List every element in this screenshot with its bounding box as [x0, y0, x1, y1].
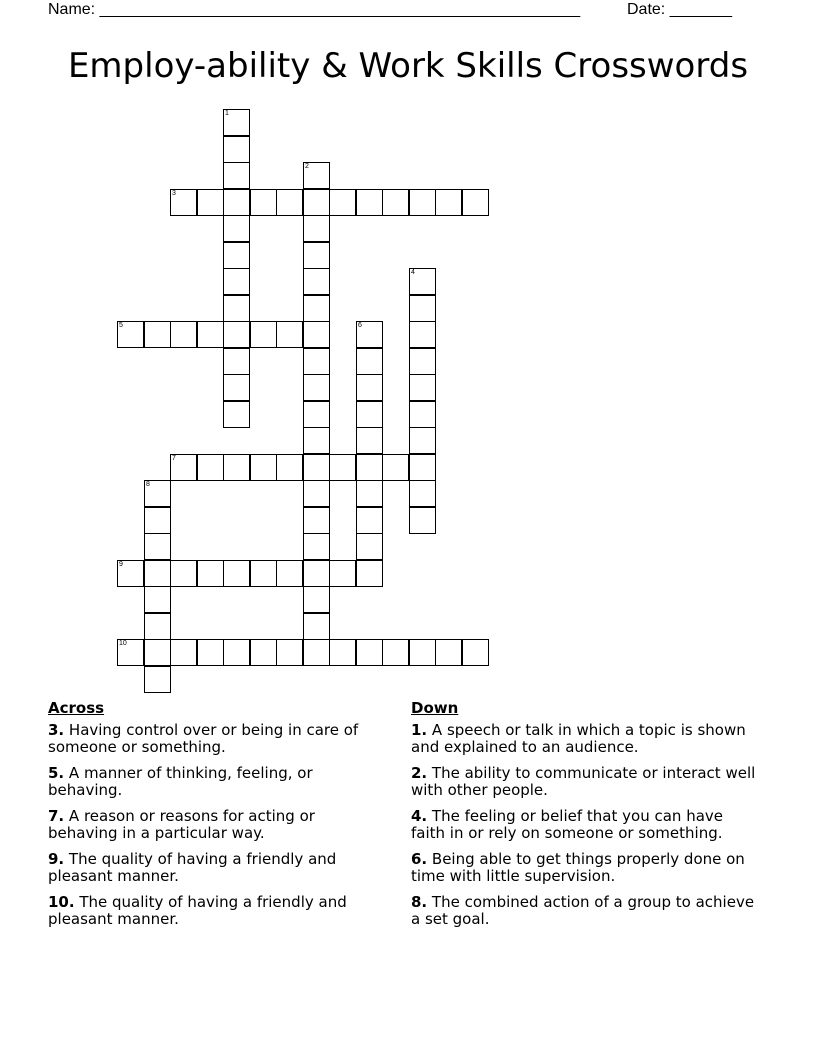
clue-number: 4.	[411, 807, 428, 825]
grid-cell[interactable]	[303, 215, 330, 242]
grid-cell[interactable]	[223, 348, 250, 375]
grid-cell[interactable]	[223, 136, 250, 163]
clue-text: The combined action of a group to achieve a set goal.	[411, 893, 755, 928]
grid-cell[interactable]	[409, 348, 436, 375]
grid-cell[interactable]	[223, 215, 250, 242]
grid-cell[interactable]	[382, 454, 409, 481]
grid-cell[interactable]	[197, 189, 224, 216]
grid-cell[interactable]	[329, 639, 356, 666]
grid-cell[interactable]	[117, 639, 144, 666]
cell-number: 6	[358, 322, 362, 329]
grid-cell[interactable]	[303, 321, 330, 348]
grid-cell[interactable]	[223, 374, 250, 401]
grid-cell[interactable]	[356, 639, 383, 666]
grid-cell[interactable]	[170, 189, 197, 216]
grid-cell[interactable]	[170, 560, 197, 587]
cell-number: 3	[172, 190, 176, 197]
across-clue	[48, 722, 388, 756]
down-clue	[411, 808, 756, 842]
grid-cell[interactable]	[409, 401, 436, 428]
grid-cell[interactable]	[303, 401, 330, 428]
grid-cell[interactable]	[250, 189, 277, 216]
grid-cell[interactable]	[329, 454, 356, 481]
clue-number: 8.	[411, 893, 428, 911]
clue-text: The ability to communicate or interact well with other people.	[411, 764, 756, 799]
clue-number: 7.	[48, 807, 65, 825]
grid-cell[interactable]	[409, 321, 436, 348]
page-title: Employ-ability & Work Skills Crosswords	[67, 46, 749, 86]
grid-cell[interactable]	[303, 480, 330, 507]
grid-cell[interactable]	[356, 480, 383, 507]
grid-cell[interactable]	[197, 560, 224, 587]
across-heading: Across	[48, 699, 105, 717]
grid-cell[interactable]	[223, 295, 250, 322]
date-field: Date: _______	[627, 1, 732, 18]
clue-number: 10.	[48, 893, 75, 911]
grid-cell[interactable]	[303, 348, 330, 375]
clue-text: The quality of having a friendly and pleasant manner.	[48, 850, 337, 885]
cell-number: 7	[172, 455, 176, 462]
clue-number: 9.	[48, 850, 65, 868]
clue-text: Being able to get things properly done on time with little supervision.	[411, 850, 745, 885]
grid-cell[interactable]	[356, 507, 383, 534]
grid-cell[interactable]	[356, 427, 383, 454]
grid-cell[interactable]	[170, 321, 197, 348]
grid-cell[interactable]	[435, 639, 462, 666]
grid-cell[interactable]	[117, 560, 144, 587]
grid-cell[interactable]	[409, 639, 436, 666]
grid-cell[interactable]	[170, 454, 197, 481]
grid-cell[interactable]	[462, 189, 489, 216]
grid-cell[interactable]	[223, 189, 250, 216]
grid-cell[interactable]	[117, 321, 144, 348]
clue-number: 1.	[411, 721, 428, 739]
down-heading: Down	[411, 699, 459, 717]
cell-number: 4	[411, 269, 415, 276]
grid-cell[interactable]	[303, 560, 330, 587]
grid-cell[interactable]	[409, 295, 436, 322]
grid-cell[interactable]	[250, 321, 277, 348]
grid-cell[interactable]	[409, 427, 436, 454]
grid-cell[interactable]	[303, 639, 330, 666]
across-clues	[48, 700, 388, 937]
down-clues	[411, 700, 756, 937]
grid-cell[interactable]	[197, 639, 224, 666]
grid-cell[interactable]	[276, 560, 303, 587]
grid-cell[interactable]	[144, 480, 171, 507]
grid-cell[interactable]	[356, 454, 383, 481]
cell-number: 9	[119, 561, 123, 568]
grid-cell[interactable]	[409, 454, 436, 481]
grid-cell[interactable]	[329, 189, 356, 216]
grid-cell[interactable]	[356, 560, 383, 587]
clue-text: Having control over or being in care of someone or something.	[48, 721, 359, 756]
grid-cell[interactable]	[303, 586, 330, 613]
grid-cell[interactable]	[356, 533, 383, 560]
grid-cell[interactable]	[223, 162, 250, 189]
grid-cell[interactable]	[303, 162, 330, 189]
clue-text: The quality of having a friendly and pleasant manner.	[48, 893, 347, 928]
cell-number: 2	[305, 163, 309, 170]
grid-cell[interactable]	[223, 560, 250, 587]
cell-number: 5	[119, 322, 123, 329]
grid-cell[interactable]	[303, 189, 330, 216]
cell-number: 1	[225, 110, 229, 117]
grid-cell[interactable]	[250, 454, 277, 481]
clue-number: 6.	[411, 850, 428, 868]
clue-text: The feeling or belief that you can have faith in or rely on someone or something.	[411, 807, 723, 842]
grid-cell[interactable]	[144, 533, 171, 560]
grid-cell[interactable]	[250, 560, 277, 587]
grid-cell[interactable]	[144, 560, 171, 587]
across-clue	[48, 808, 388, 842]
grid-cell[interactable]	[303, 242, 330, 269]
grid-cell[interactable]	[303, 507, 330, 534]
grid-cell[interactable]	[435, 189, 462, 216]
grid-cell[interactable]	[223, 242, 250, 269]
grid-cell[interactable]	[303, 374, 330, 401]
clue-number: 3.	[48, 721, 65, 739]
grid-cell[interactable]	[409, 268, 436, 295]
clue-number: 2.	[411, 764, 428, 782]
grid-cell[interactable]	[144, 613, 171, 640]
down-clue	[411, 765, 756, 799]
grid-cell[interactable]	[250, 639, 277, 666]
across-clue	[48, 894, 388, 928]
cell-number: 8	[146, 481, 150, 488]
grid-cell[interactable]	[144, 321, 171, 348]
grid-cell[interactable]	[144, 507, 171, 534]
clue-text: A manner of thinking, feeling, or behaving.	[48, 764, 313, 799]
grid-cell[interactable]	[356, 321, 383, 348]
down-clue	[411, 722, 756, 756]
grid-cell[interactable]	[356, 374, 383, 401]
grid-cell[interactable]	[409, 480, 436, 507]
grid-cell[interactable]	[356, 401, 383, 428]
grid-cell[interactable]	[223, 268, 250, 295]
grid-cell[interactable]	[409, 189, 436, 216]
across-clue	[48, 851, 388, 885]
down-clue	[411, 851, 756, 885]
grid-cell[interactable]	[382, 639, 409, 666]
grid-cell[interactable]	[223, 109, 250, 136]
grid-cell[interactable]	[409, 374, 436, 401]
grid-cell[interactable]	[356, 348, 383, 375]
grid-cell[interactable]	[276, 454, 303, 481]
grid-cell[interactable]	[382, 189, 409, 216]
cell-number: 10	[119, 640, 127, 647]
grid-cell[interactable]	[144, 666, 171, 693]
grid-cell[interactable]	[303, 454, 330, 481]
grid-cell[interactable]	[303, 533, 330, 560]
grid-cell[interactable]	[170, 639, 197, 666]
grid-cell[interactable]	[223, 454, 250, 481]
grid-cell[interactable]	[409, 507, 436, 534]
grid-cell[interactable]	[276, 321, 303, 348]
grid-cell[interactable]	[303, 613, 330, 640]
grid-cell[interactable]	[197, 454, 224, 481]
down-clue	[411, 894, 756, 928]
across-clue	[48, 765, 388, 799]
name-field: Name: ______________________________________________________	[48, 1, 581, 18]
grid-cell[interactable]	[223, 401, 250, 428]
grid-cell[interactable]	[276, 639, 303, 666]
clue-text: A reason or reasons for acting or behaving in a particular way.	[48, 807, 315, 842]
grid-cell[interactable]	[329, 560, 356, 587]
grid-cell[interactable]	[144, 639, 171, 666]
grid-cell[interactable]	[303, 295, 330, 322]
grid-cell[interactable]	[303, 427, 330, 454]
grid-cell[interactable]	[462, 639, 489, 666]
grid-cell[interactable]	[144, 586, 171, 613]
grid-cell[interactable]	[197, 321, 224, 348]
grid-cell[interactable]	[223, 639, 250, 666]
grid-cell[interactable]	[276, 189, 303, 216]
grid-cell[interactable]	[223, 321, 250, 348]
clue-number: 5.	[48, 764, 65, 782]
grid-cell[interactable]	[303, 268, 330, 295]
grid-cell[interactable]	[356, 189, 383, 216]
clue-text: A speech or talk in which a topic is shown and explained to an audience.	[411, 721, 746, 756]
